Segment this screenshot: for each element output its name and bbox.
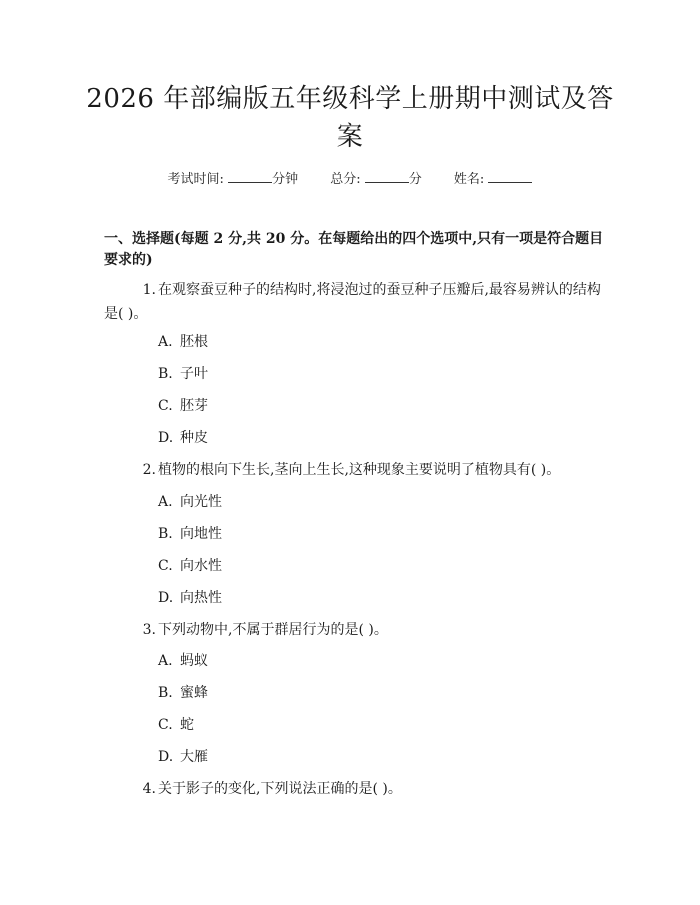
name-blank[interactable]	[488, 170, 532, 183]
option-letter: B.	[158, 366, 173, 382]
option-text: 向地性	[180, 526, 222, 542]
option-2a[interactable]	[158, 492, 222, 512]
score-blank[interactable]	[365, 170, 409, 183]
option-letter: C.	[158, 717, 173, 733]
option-letter: A.	[158, 334, 173, 350]
time-label: 考试时间:	[167, 172, 224, 187]
option-3b[interactable]	[158, 683, 208, 703]
question-number: 1.	[142, 282, 156, 298]
option-letter: B.	[158, 685, 173, 701]
option-text: 胚芽	[180, 398, 208, 414]
option-text: 向光性	[180, 494, 222, 510]
option-3d[interactable]	[158, 747, 208, 767]
option-1a[interactable]	[158, 332, 208, 352]
option-letter: A.	[158, 494, 173, 510]
time-blank[interactable]	[228, 170, 272, 183]
score-field	[330, 172, 426, 187]
question-number: 3.	[142, 622, 156, 638]
option-3a[interactable]	[158, 651, 208, 671]
option-letter: A.	[158, 653, 173, 669]
document-title	[80, 80, 620, 156]
option-3c[interactable]	[158, 715, 194, 735]
section-heading: 一、选择题(每题 2 分,共 20 分。在每题给出的四个选项中,只有一项是符合题目要求的)	[104, 231, 604, 268]
question-text: 关于影子的变化,下列说法正确的是( )。	[158, 781, 402, 797]
question-text: 下列动物中,不属于群居行为的是( )。	[158, 622, 388, 638]
option-letter: D.	[158, 430, 174, 446]
time-unit: 分钟	[272, 172, 299, 187]
name-field	[454, 172, 533, 187]
option-text: 蚂蚁	[180, 653, 208, 669]
question-text: 在观察蚕豆种子的结构时,将浸泡过的蚕豆种子压瓣后,最容易辨认的结构是( )。	[104, 282, 601, 322]
title-line-1: 2026 年部编版五年级科学上册期中测试及答	[86, 84, 614, 114]
question-number: 4.	[142, 781, 156, 797]
option-text: 胚根	[180, 334, 208, 350]
score-label: 总分:	[330, 172, 361, 187]
question-2	[104, 458, 604, 482]
question-4	[104, 777, 604, 801]
option-2c[interactable]	[158, 556, 222, 576]
option-2b[interactable]	[158, 524, 222, 544]
score-unit: 分	[408, 172, 422, 187]
exam-meta	[0, 168, 700, 187]
option-letter: C.	[158, 558, 173, 574]
option-2d[interactable]	[158, 588, 222, 608]
option-1c[interactable]	[158, 396, 208, 416]
option-text: 向水性	[180, 558, 222, 574]
option-letter: D.	[158, 749, 174, 765]
option-text: 子叶	[180, 366, 208, 382]
question-number: 2.	[142, 462, 156, 478]
time-field	[168, 172, 303, 187]
option-letter: C.	[158, 398, 173, 414]
title-line-2: 案	[336, 122, 364, 152]
option-1d[interactable]	[158, 428, 208, 448]
option-text: 向热性	[180, 590, 222, 606]
question-text: 植物的根向下生长,茎向上生长,这种现象主要说明了植物具有( )。	[158, 462, 561, 478]
option-text: 蛇	[180, 717, 194, 733]
option-text: 种皮	[180, 430, 208, 446]
option-text: 大雁	[180, 749, 208, 765]
name-label: 姓名:	[453, 172, 485, 187]
option-letter: D.	[158, 590, 174, 606]
question-1	[104, 278, 604, 326]
option-text: 蜜蜂	[180, 685, 208, 701]
option-letter: B.	[158, 526, 173, 542]
question-3	[104, 618, 604, 642]
option-1b[interactable]	[158, 364, 208, 384]
